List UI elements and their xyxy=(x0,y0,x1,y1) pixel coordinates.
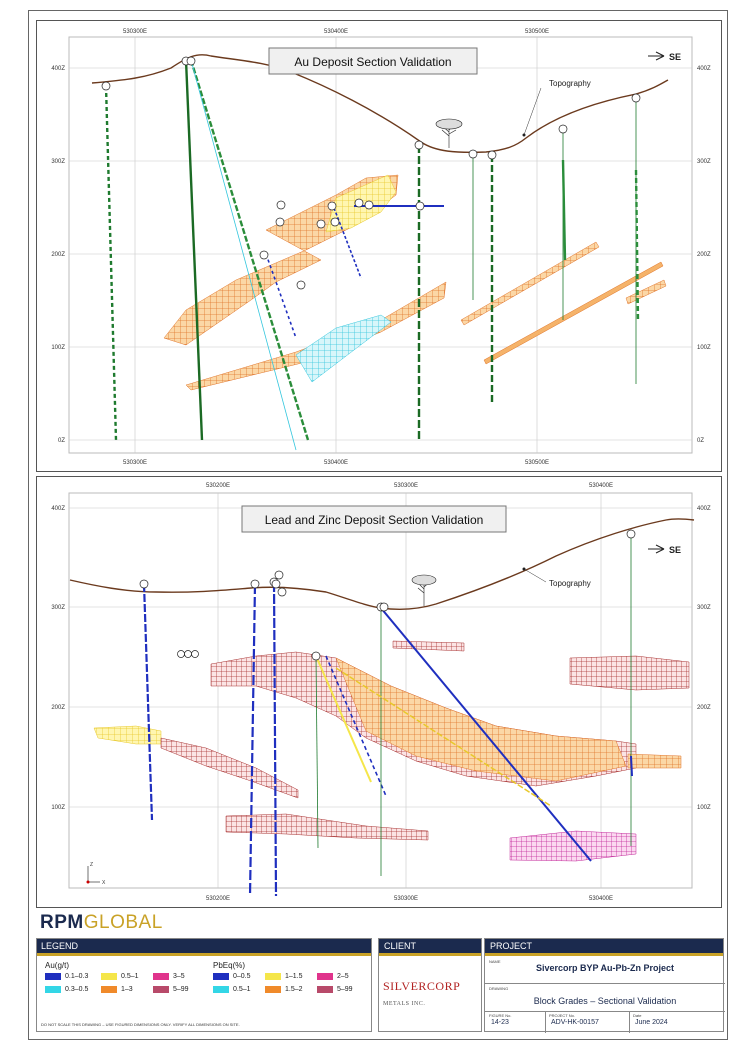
legend-pb-item: 2–5 xyxy=(317,973,349,980)
drawing-label: DRAWING xyxy=(489,986,509,991)
drawing-title: Block Grades – Sectional Validation xyxy=(533,996,677,1006)
legend-heading: LEGEND xyxy=(37,939,371,953)
project-name-label: NAME xyxy=(489,959,501,964)
right-level-400: 400Z xyxy=(697,506,711,512)
right-level-0: 0Z xyxy=(697,438,705,444)
logo-part-1: RPM xyxy=(40,912,84,933)
figure-number: 14-23 xyxy=(491,1019,509,1026)
legend-pb-title: PbEq(%) xyxy=(213,961,246,970)
left-level-200: 200Z xyxy=(51,705,65,711)
top-tick-2: 530300E xyxy=(393,483,419,489)
client-box xyxy=(378,938,482,1032)
panel-title-pbzn: Lead and Zinc Deposit Section Validation xyxy=(264,513,484,527)
silvercorp-logo: SILVERCORP METALS INC. xyxy=(383,979,460,1007)
panel-title-au: Au Deposit Section Validation xyxy=(294,55,452,69)
top-tick-1: 530300E xyxy=(122,29,148,35)
right-level-400: 400Z xyxy=(697,66,711,72)
legend-au-item: 3–5 xyxy=(153,973,185,980)
direction-label: SE xyxy=(669,545,682,555)
right-level-100: 100Z xyxy=(697,345,711,351)
bottom-tick-1: 530200E xyxy=(205,896,231,902)
panel-au-section xyxy=(36,20,722,472)
left-level-0: 0Z xyxy=(57,438,65,444)
top-tick-1: 530200E xyxy=(205,483,231,489)
client-heading: CLIENT xyxy=(379,939,481,953)
axis-label-z: Z xyxy=(90,862,94,868)
left-level-200: 200Z xyxy=(51,252,65,258)
left-level-400: 400Z xyxy=(51,506,65,512)
top-tick-2: 530400E xyxy=(323,29,349,35)
topography-label: Topography xyxy=(549,79,591,88)
right-level-300: 300Z xyxy=(697,159,711,165)
date-label: Date xyxy=(633,1013,642,1018)
left-level-400: 400Z xyxy=(51,66,65,72)
left-level-300: 300Z xyxy=(51,605,65,611)
legend-box xyxy=(36,938,372,1032)
legend-au-item: 1–3 xyxy=(101,986,133,993)
legend-pb-item: 1–1.5 xyxy=(265,973,303,980)
legend-pb-item: 0.5–1 xyxy=(213,986,251,993)
topography-label: Topography xyxy=(549,579,591,588)
right-level-300: 300Z xyxy=(697,605,711,611)
logo-part-2: GLOBAL xyxy=(83,912,163,933)
bottom-tick-1: 530300E xyxy=(122,460,148,466)
legend-pb-item: 0–0.5 xyxy=(213,973,251,980)
project-no-label: PROJECT No. xyxy=(549,1013,575,1018)
legend-au-item: 0.5–1 xyxy=(101,973,139,980)
legend-disclaimer: DO NOT SCALE THIS DRAWING – USE FIGURED DIMENSIONS ONLY. VERIFY ALL DIMENSIONS ON SITE. xyxy=(41,1022,240,1027)
figure-label: FIGURE No. xyxy=(489,1013,512,1018)
left-level-100: 100Z xyxy=(51,345,65,351)
legend-au-title: Au(g/t) xyxy=(45,961,70,970)
legend-au-item: 0.1–0.3 xyxy=(45,973,88,980)
project-date: June 2024 xyxy=(635,1019,668,1026)
bottom-tick-2: 530400E xyxy=(323,460,349,466)
project-number: ADV-HK-00157 xyxy=(551,1019,599,1026)
left-level-300: 300Z xyxy=(51,159,65,165)
legend-pb-item: 5–99 xyxy=(317,986,353,993)
bottom-tick-3: 530400E xyxy=(588,896,614,902)
right-level-200: 200Z xyxy=(697,252,711,258)
bottom-tick-2: 530300E xyxy=(393,896,419,902)
axis-label-x: X xyxy=(102,880,106,886)
panel-pbzn-section xyxy=(36,476,722,908)
bottom-tick-3: 530500E xyxy=(524,460,550,466)
left-level-100: 100Z xyxy=(51,805,65,811)
top-tick-3: 530400E xyxy=(588,483,614,489)
direction-label: SE xyxy=(669,52,682,62)
top-tick-3: 530500E xyxy=(524,29,550,35)
right-level-200: 200Z xyxy=(697,705,711,711)
legend-au-item: 5–99 xyxy=(153,986,189,993)
pb-block-right-red xyxy=(570,656,689,690)
pb-block-right-tail xyxy=(628,754,681,768)
legend-pb-item: 1.5–2 xyxy=(265,986,303,993)
rpm-global-logo xyxy=(40,912,163,934)
legend-au-item: 0.3–0.5 xyxy=(45,986,88,993)
right-level-100: 100Z xyxy=(697,805,711,811)
project-heading: PROJECT xyxy=(485,939,723,953)
project-name: Sivercorp BYP Au-Pb-Zn Project xyxy=(535,963,675,973)
project-box xyxy=(484,938,724,1032)
